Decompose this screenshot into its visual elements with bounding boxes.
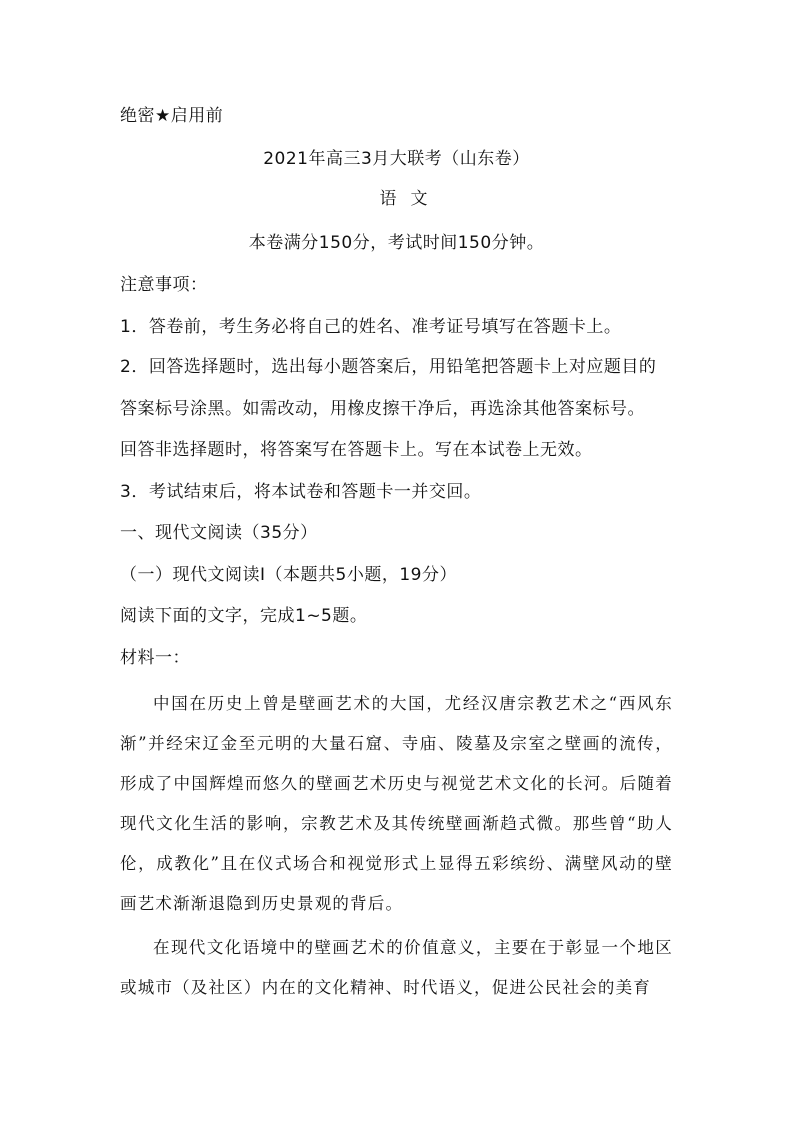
score-time-line: 本卷满分150分，考试时间150分钟。 (248, 233, 545, 253)
notice-item-1: 1．答卷前，考生务必将自己的姓名、准考证号填写在答题卡上。 (120, 317, 622, 337)
notice-heading: 注意事项： (120, 275, 208, 295)
section-heading: 一、现代文阅读（35分） (120, 523, 318, 543)
notice-item-3: 3．考试结束后，将本试卷和答题卡一并交回。 (120, 482, 482, 502)
notice-item-2-cont: 答案标号涂黑。如需改动，用橡皮擦干净后，再选涂其他答案标号。 (120, 399, 645, 419)
section-instruction: 阅读下面的文字，完成1~5题。 (120, 606, 368, 626)
confidential-label: 绝密★启用前 (120, 106, 224, 126)
passage-paragraph-2: 在现代文化语境中的壁画艺术的价值意义，主要在于彰显一个地区或城市（及社区）内在的文化精神、时代语义，促进公民社会的美育 (120, 938, 673, 997)
notice-item-2: 2．回答选择题时，选出每小题答案后，用铅笔把答题卡上对应题目的 (120, 357, 657, 377)
material-label: 材料一： (120, 648, 190, 668)
subject-title: 语文 (379, 189, 442, 209)
passage-paragraph-1: 中国在历史上曾是壁画艺术的大国，尤经汉唐宗教艺术之“西风东渐”并经宋辽金至元明的大量石窟、寺庙、陵墓及宗室之壁画的流传，形成了中国辉煌而悠久的壁画艺术历史与视觉艺术文化的长河。后随着现代文化生活的影响，宗教艺术及其传统壁画渐趋式微。那些曾“助人伦，成教化”且在仪式场合和视觉形式上显得五彩缤纷、满壁风动的壁画艺术渐渐退隐到历史景观的背后。 (120, 694, 673, 913)
notice-item-2-cont2: 回答非选择题时，将答案写在答题卡上。写在本试卷上无效。 (120, 440, 593, 460)
exam-title: 2021年高三3月大联考（山东卷） (263, 149, 530, 169)
section-subheading: （一）现代文阅读Ⅰ（本题共5小题，19分） (120, 565, 457, 585)
